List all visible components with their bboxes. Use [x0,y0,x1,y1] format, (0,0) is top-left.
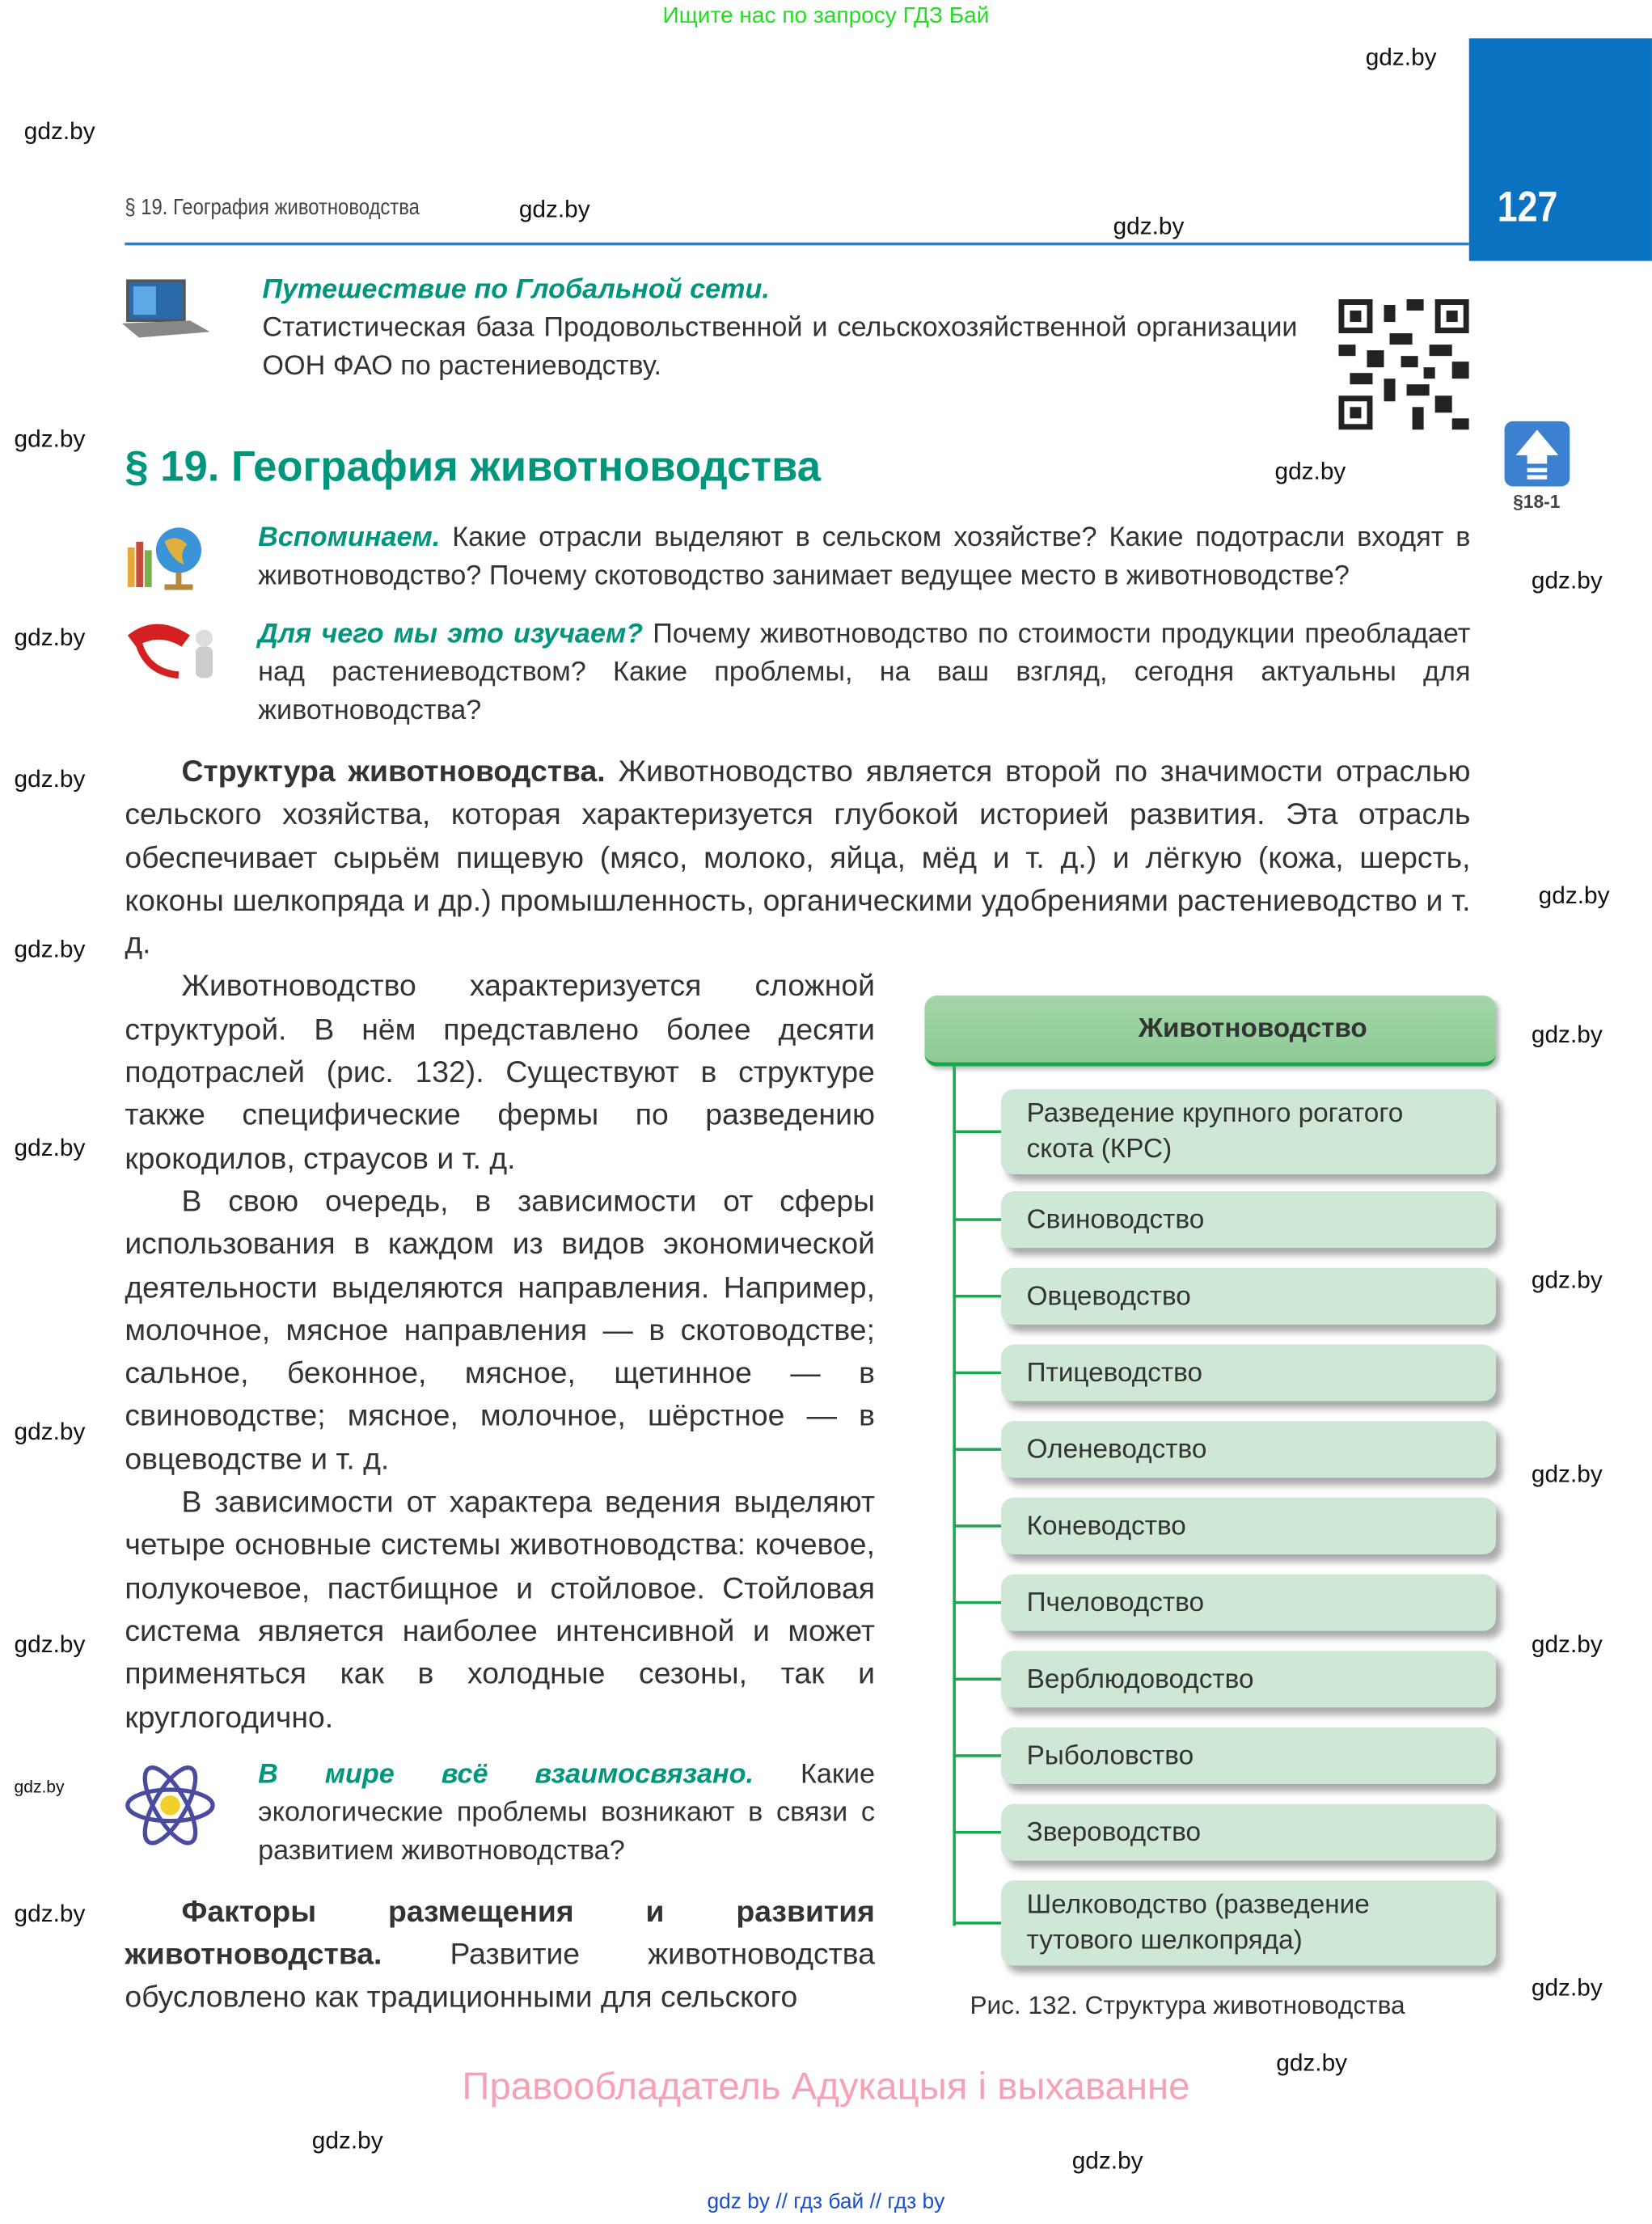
watermark: gdz.by [1531,1021,1603,1048]
watermark: gdz.by [14,765,86,793]
watermark: gdz.by [14,425,86,453]
diagram-branch-line [953,1678,1001,1681]
diagram-item [1001,1498,1496,1554]
why-text: Почему животноводство по стоимости продукции преобладает над растениеводством? Какие проблемы, на ваш взгляд, сегодня актуальны для животноводства? [258,618,1471,726]
globe-books-icon [122,519,207,593]
diagram-item-label: Коневодство [1026,1511,1186,1541]
diagram-item-label: Рыболовство [1026,1740,1194,1771]
diagram-trunk-line [953,1067,956,1926]
diagram-branch-line [953,1295,1001,1298]
watermark: gdz.by [14,624,86,651]
diagram-item-label: Оленеводство [1026,1434,1207,1465]
diagram-item [1001,1089,1496,1174]
web-box-title: Путешествие по Глобальной сети. [262,273,770,306]
atom-icon [122,1756,218,1855]
page-title: § 19. География животноводства [125,443,821,491]
footer-links[interactable]: gdz by // гдз бай // гдз by [707,2189,945,2214]
diagram-branch-line [953,1922,1001,1925]
left-column [125,965,875,2019]
why-title: Для чего мы это изучаем? [258,618,644,650]
paragraph-4: В зависимости от характера ведения выделяют четыре основные системы животноводства: кочевое, полукочевое, пастбищное и стойловое. Стойловая система является наиболее интенсивной и может применяться как в холодные сезоны, так и круглогодично. [125,1485,875,1734]
diagram-branch-line [953,1218,1001,1221]
structure-text: Животноводство является второй по значимости отраслью сельского хозяйства, которая характеризуется глубокой историей развития. Эта отрасль обеспечивает сырьём пищевую (мясо, молоко, яйца, мёд и т. д.) и лёгкую (кожа, шерсть, коконы шелкопряда и др.) промышленность, органическими удобрениями растениеводство и т. д. [125,754,1471,961]
diagram-branch-line [953,1601,1001,1605]
diagram-item [1001,1880,1496,1965]
qr-code-icon[interactable] [1338,299,1468,429]
diagram-item [1001,1574,1496,1630]
diagram-item [1001,1191,1496,1248]
connected-text: Какие экологические проблемы возникают в связи с развитием животноводства? [258,1758,875,1867]
watermark: gdz.by [14,1134,86,1162]
diagram-item [1001,1344,1496,1401]
structure-title: Структура животноводства. [181,754,606,789]
factors-text: Развитие животноводства обусловлено как традиционными для сельского [125,1937,875,2015]
diagram-item [1001,1651,1496,1707]
diagram-branch-line [953,1831,1001,1834]
diagram-branch-line [953,1372,1001,1375]
paragraph-2: Животноводство характеризуется сложной структурой. В нём представлено более десяти подотраслей (рис. 132). Существуют в структуре также специфические фермы по разведению крокодилов, страусов и т. д. [125,969,875,1176]
diagram-item-label: Шелководство (разведение тутового шелкопряда) [1026,1890,1370,1956]
connected-title: В мире всё взаимосвязано. [258,1758,754,1790]
watermark: gdz.by [14,936,86,963]
watermark: gdz.by [1071,2146,1143,2175]
watermark: gdz.by [23,117,95,145]
why-block [125,615,1470,730]
watermark: gdz.by [1531,1266,1603,1294]
laptop-icon [122,278,213,340]
arrow-up-icon [1505,421,1570,487]
header-rule [125,243,1468,246]
diagram-item [1001,1804,1496,1861]
factors-paragraph [125,1890,875,2019]
diagram-item-label: Пчеловодство [1026,1588,1205,1617]
diagram-item [1001,1727,1496,1784]
watermark: gdz.by [1531,1974,1603,2002]
diagram-branch-line [953,1448,1001,1451]
paragraph-3: В свою очередь, в зависимости от сферы использования в каждом из видов экономической деятельности выделяются направления. Например, молочное, мясное направления — в скотоводстве; сальное, беконное, мясное, щетинное — в свиноводстве; мясное, молочное, шёрстное — в овцеводстве и т. д. [125,1184,875,1477]
web-box-text: Статистическая база Продовольственной и сельскохозяйственной организации ООН ФАО по растениеводству. [262,311,1298,382]
watermark: gdz.by [14,1777,65,1797]
diagram-item [1001,1421,1496,1478]
connected-block [125,1756,875,1871]
web-box [262,271,1297,386]
page-number: 127 [1497,184,1558,231]
watermark: gdz.by [1274,458,1346,485]
figure-caption: Рис. 132. Структура животноводства [970,1991,1405,2020]
recall-text: Какие отрасли выделяют в сельском хозяйстве? Какие подотрасли входят в животноводство? Почему скотоводство занимает ведущее место в животноводстве? [258,522,1471,592]
copyright-notice: Правообладатель Адукацыя і выхаванне [462,2065,1190,2108]
watermark: gdz.by [1365,44,1437,71]
diagram-item-label: Птицеводство [1026,1358,1203,1388]
page-number-box [1469,38,1652,260]
diagram-branch-line [953,1524,1001,1528]
watermark: gdz.by [518,195,590,223]
diagram-item-label: Овцеводство [1026,1281,1191,1312]
paragraph-link-button[interactable] [1505,421,1570,487]
diagram-branch-line [953,1131,1001,1134]
watermark: gdz.by [14,1630,86,1658]
watermark: gdz.by [1538,882,1610,910]
diagram-item-label: Верблюдоводство [1026,1664,1254,1694]
watermark: gdz.by [1531,567,1603,594]
watermark: gdz.by [14,1900,86,1928]
search-hint: Ищите нас по запросу ГДЗ Бай [662,4,990,29]
watermark: gdz.by [1531,1461,1603,1488]
recall-title: Вспоминаем. [258,522,441,553]
diagram-item-label: Свиноводство [1026,1204,1205,1235]
telephone-figure-icon [122,615,222,689]
watermark: gdz.by [14,1418,86,1445]
diagram-root: Животноводство [924,996,1496,1067]
watermark: gdz.by [1113,213,1185,240]
watermark: gdz.by [1531,1630,1603,1658]
watermark: gdz.by [1276,2049,1348,2077]
running-title: § 19. География животноводства [125,195,420,220]
factors-title: Факторы размещения и развития животноводства. [125,1894,875,1972]
diagram-branch-line [953,1754,1001,1757]
paragraph-link-label[interactable]: §18-1 [1513,490,1561,513]
diagram-item-label: Звероводство [1026,1817,1201,1848]
recall-block [125,519,1470,596]
watermark: gdz.by [311,2127,383,2154]
structure-paragraph [125,750,1470,966]
diagram-item-label: Разведение крупного рогатого скота (КРС) [1026,1099,1404,1165]
diagram-item [1001,1268,1496,1325]
